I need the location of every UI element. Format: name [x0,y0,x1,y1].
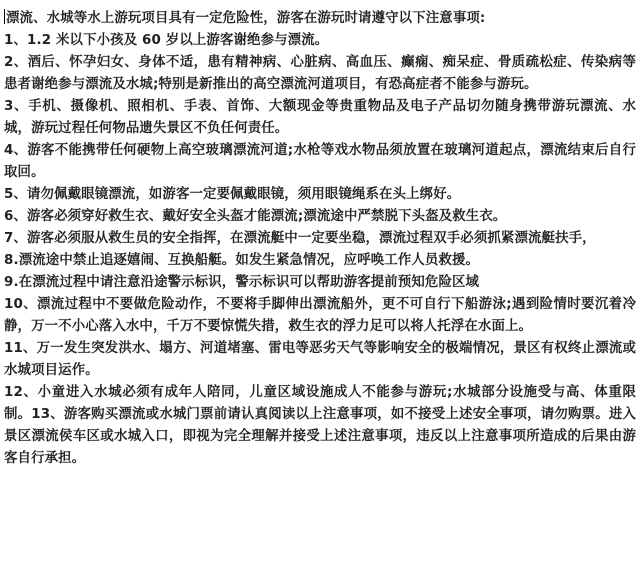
notice-item: 5、请勿佩戴眼镜漂流，如游客一定要佩戴眼镜，须用眼镜绳系在头上绑好。 [4,187,461,202]
notice-document [4,8,636,470]
notice-item: 11、万一发生突发洪水、塌方、河道堵塞、雷电等恶劣天气等影响安全的极端情况，景区有权终止漂流或水城项目运作。 [4,341,636,378]
notice-intro-text: 漂流、水城等水上游玩项目具有一定危险性，游客在游玩时请遵守以下注意事项: [6,11,486,26]
notice-item: 2、酒后、怀孕妇女、身体不适，患有精神病、心脏病、高血压、癫痫、痴呆症、骨质疏松症、传染病等患者谢绝参与漂流及水城;特别是新推出的高空漂流河道项目，有恐高症者不能参与游玩。 [4,55,636,92]
notice-intro [4,8,636,30]
notice-item: 3、手机、摄像机、照相机、手表、首饰、大额现金等贵重物品及电子产品切勿随身携带游玩漂流、水城，游玩过程任何物品遗失景区不负任何责任。 [4,99,636,136]
notice-item: 10、漂流过程中不要做危险动作，不要将手脚伸出漂流船外，更不可自行下船游泳;遇到险情时要沉着冷静，万一不小心落入水中，千万不要惊慌失措，救生衣的浮力足可以将人托浮在水面上。 [4,297,636,334]
notice-item: 8.漂流途中禁止追逐嬉闹、互换船艇。如发生紧急情况，应呼唤工作人员救援。 [4,253,480,268]
notice-item: 7、游客必须服从救生员的安全指挥，在漂流艇中一定要坐稳，漂流过程双手必须抓紧漂流艇扶手， [4,231,596,246]
notice-item: 12、小童进入水城必须有成年人陪同，儿童区域设施成人不能参与游玩;水城部分设施受与高、体重限制。13、游客购买漂流或水城门票前请认真阅读以上注意事项，如不接受上述安全事项，请勿购票。进入景区漂流侯车区或水城入口，即视为完全理解并接受上述注意事项，违反以上注意事项所造成的后果由游客自行承担。 [4,385,636,466]
notice-item: 6、游客必须穿好救生衣、戴好安全头盔才能漂流;漂流途中严禁脱下头盔及救生衣。 [4,209,507,224]
notice-item: 1、1.2 米以下小孩及 60 岁以上游客谢绝参与漂流。 [4,33,329,48]
notice-item: 4、游客不能携带任何硬物上高空玻璃漂流河道;水枪等戏水物品须放置在玻璃河道起点，漂流结束后自行取回。 [4,143,636,180]
text-cursor [4,9,5,24]
notice-item: 9.在漂流过程中请注意沿途警示标识，警示标识可以帮助游客提前预知危险区域 [4,275,480,290]
